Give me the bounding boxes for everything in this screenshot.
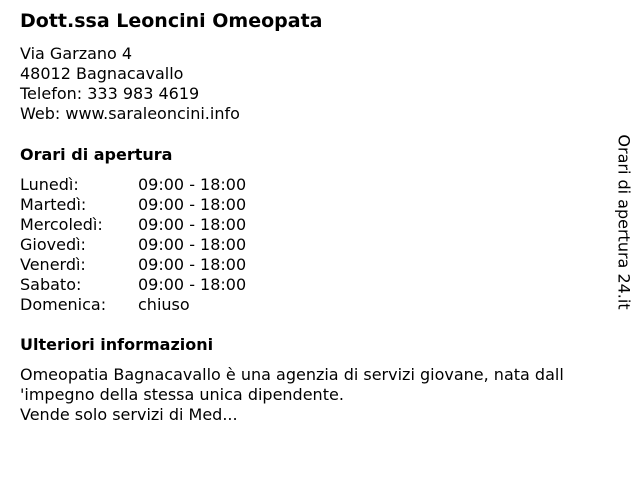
hours-row-tuesday xyxy=(20,195,320,215)
day-label: Martedì: xyxy=(20,195,87,214)
hours-row-wednesday xyxy=(20,215,320,235)
website: Web: www.saraleoncini.info xyxy=(20,104,240,123)
hours-row-monday xyxy=(20,175,320,195)
day-label: Domenica: xyxy=(20,295,107,314)
address-city: 48012 Bagnacavallo xyxy=(20,64,184,83)
address-block xyxy=(20,44,240,124)
day-label: Lunedì: xyxy=(20,175,79,194)
phone-number: Telefon: 333 983 4619 xyxy=(20,84,200,103)
time-value: 09:00 - 18:00 xyxy=(138,195,247,214)
time-value: 09:00 - 18:00 xyxy=(138,235,247,254)
day-label: Giovedì: xyxy=(20,235,86,254)
description-line: 'impegno della stessa unica dipendente. xyxy=(20,385,344,404)
hours-row-saturday xyxy=(20,275,320,295)
time-value: 09:00 - 18:00 xyxy=(138,255,247,274)
address-street: Via Garzano 4 xyxy=(20,44,133,63)
hours-row-sunday xyxy=(20,295,320,315)
business-description xyxy=(20,365,620,425)
more-info-heading: Ulteriori informazioni xyxy=(20,335,214,354)
hours-row-thursday xyxy=(20,235,320,255)
time-value: 09:00 - 18:00 xyxy=(138,175,247,194)
time-value: 09:00 - 18:00 xyxy=(138,275,247,294)
description-line: Vende solo servizi di Med... xyxy=(20,405,238,424)
day-label: Mercoledì: xyxy=(20,215,103,234)
hours-row-friday xyxy=(20,255,320,275)
business-name: Dott.ssa Leoncini Omeopata xyxy=(20,10,323,32)
day-label: Venerdì: xyxy=(20,255,86,274)
time-value: chiuso xyxy=(138,295,190,314)
site-watermark: Orari di apertura 24.it xyxy=(614,134,634,310)
description-line: Omeopatia Bagnacavallo è una agenzia di servizi giovane, nata dall xyxy=(20,365,564,384)
day-label: Sabato: xyxy=(20,275,82,294)
opening-hours-heading: Orari di apertura xyxy=(20,145,173,164)
time-value: 09:00 - 18:00 xyxy=(138,215,247,234)
opening-hours-table xyxy=(20,175,320,315)
